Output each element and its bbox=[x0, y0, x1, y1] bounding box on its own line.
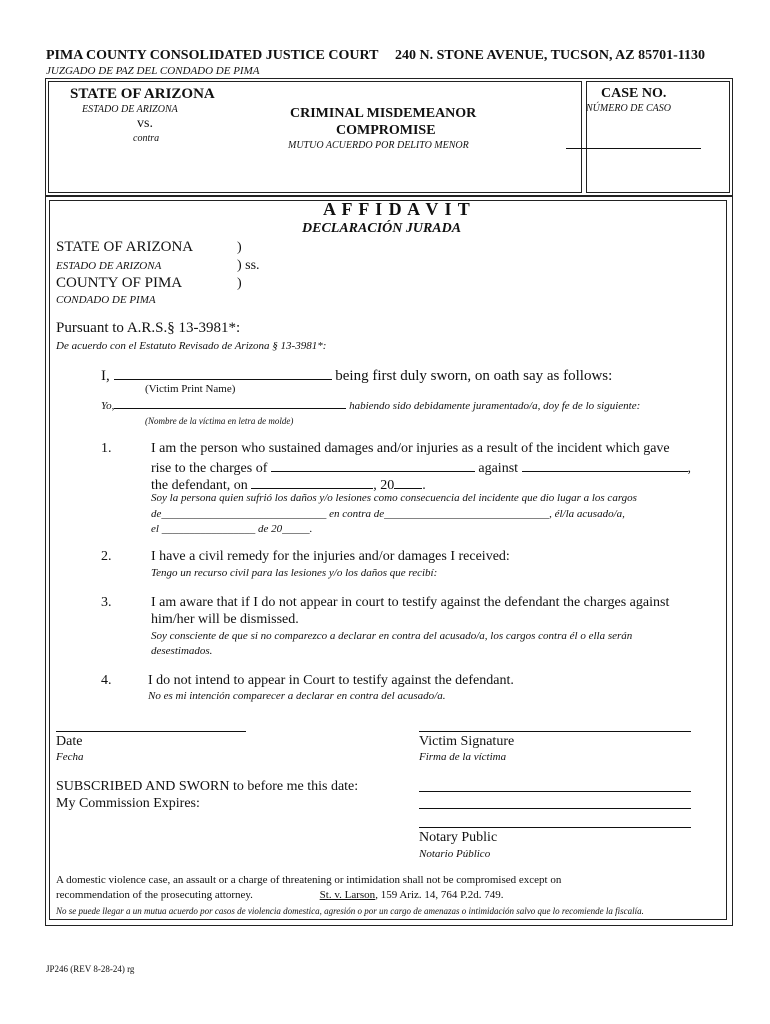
item-1-es-line2: de______________________________ en contra de______________________________, él/la acusado/a, bbox=[151, 508, 625, 520]
sworn-date-line[interactable] bbox=[419, 791, 691, 792]
form-title-line2: COMPROMISE bbox=[336, 123, 436, 138]
item-4-es-line1: No es mi intención comparecer a declarar en contra del acusado/a. bbox=[148, 690, 446, 702]
caption-state: STATE OF ARIZONA bbox=[70, 86, 215, 102]
defendant-field[interactable] bbox=[522, 458, 688, 472]
court-address: 240 N. STONE AVENUE, TUCSON, AZ 85701-1130 bbox=[395, 48, 706, 63]
form-title-es: MUTUO ACUERDO POR DELITO MENOR bbox=[288, 140, 469, 151]
venue-paren-1: ) bbox=[237, 240, 242, 255]
venue-county-es: CONDADO DE PIMA bbox=[56, 294, 156, 306]
date-label: Date bbox=[56, 734, 83, 749]
item-1-charges-label: rise to the charges of bbox=[151, 461, 268, 476]
victim-signature-line[interactable] bbox=[419, 731, 691, 732]
subscribed-sworn-label: SUBSCRIBED AND SWORN to before me this date: bbox=[56, 779, 359, 794]
item-2-number: 2. bbox=[101, 549, 112, 564]
oath-rest: being first duly sworn, on oath say as follows: bbox=[335, 368, 613, 384]
item-2-line1: I have a civil remedy for the injuries and/or damages I received: bbox=[151, 549, 510, 564]
oath-line-es bbox=[101, 398, 640, 412]
notary-signature-line[interactable] bbox=[419, 827, 691, 828]
victim-print-caption-es: (Nombre de la víctima en letra de molde) bbox=[145, 416, 294, 426]
footnote-line1: A domestic violence case, an assault or a charge of threatening or intimidation shall not be compromised except on bbox=[56, 874, 562, 886]
venue-paren-ss: ) ss. bbox=[237, 258, 260, 273]
victim-signature-label: Victim Signature bbox=[419, 734, 515, 749]
oath-es-yo: Yo, bbox=[101, 400, 115, 412]
incident-year-field[interactable] bbox=[394, 475, 422, 489]
item-1-period: . bbox=[422, 478, 426, 493]
date-label-es: Fecha bbox=[56, 751, 84, 763]
caption-vs: vs. bbox=[137, 116, 153, 131]
venue-paren-3: ) bbox=[237, 276, 242, 291]
commission-expires-label: My Commission Expires: bbox=[56, 796, 200, 811]
commission-expires-line[interactable] bbox=[419, 808, 691, 809]
victim-print-caption: (Victim Print Name) bbox=[145, 383, 236, 395]
item-1-against-label: against bbox=[478, 461, 519, 476]
notary-label: Notary Public bbox=[419, 830, 498, 845]
case-no-label-es: NÚMERO DE CASO bbox=[586, 103, 671, 114]
item-3-es-line1: Soy consciente de que si no comparezco a declarar en contra del acusado/a, los cargos contra él o ella serán bbox=[151, 630, 633, 642]
footnote-line2 bbox=[56, 889, 504, 901]
footnote-line2-text: recommendation of the prosecuting attorney. bbox=[56, 889, 253, 901]
venue-county: COUNTY OF PIMA bbox=[56, 275, 183, 291]
case-number-field[interactable] bbox=[566, 148, 701, 149]
venue-state: STATE OF ARIZONA bbox=[56, 239, 194, 255]
item-3-line1: I am aware that if I do not appear in court to testify against the defendant the charges against bbox=[151, 595, 670, 610]
item-2-es-line1: Tengo un recurso civil para las lesiones y/o los daños que recibí: bbox=[151, 567, 438, 579]
item-1-number: 1. bbox=[101, 441, 112, 456]
item-3-number: 3. bbox=[101, 595, 112, 610]
citation-rest: , 159 Ariz. 14, 764 P.2d. 749. bbox=[375, 889, 504, 901]
item-1-es-line1: Soy la persona quien sufrió los daños y/o lesiones como consecuencia del incidente que dio lugar a los cargos bbox=[151, 492, 637, 504]
item-4-line1: I do not intend to appear in Court to testify against the defendant. bbox=[148, 673, 514, 688]
victim-name-field[interactable] bbox=[114, 366, 332, 380]
pursuant-statute: Pursuant to A.R.S.§ 13-3981*: bbox=[56, 320, 241, 336]
caption-vs-es: contra bbox=[133, 133, 160, 144]
item-1-comma: , bbox=[687, 461, 692, 476]
affidavit-title: A F F I D A V I T bbox=[323, 199, 471, 219]
item-4-number: 4. bbox=[101, 673, 112, 688]
item-1-es-line3: el _________________ de 20_____. bbox=[151, 523, 313, 535]
case-no-label: CASE NO. bbox=[601, 86, 667, 101]
form-title-line1: CRIMINAL MISDEMEANOR bbox=[290, 106, 477, 121]
oath-es-rest: habiendo sido debidamente juramentado/a, doy fe de lo siguiente: bbox=[349, 400, 641, 412]
victim-name-field-es[interactable] bbox=[114, 398, 346, 409]
oath-i: I, bbox=[101, 368, 110, 384]
pursuant-statute-es: De acuerdo con el Estatuto Revisado de Arizona § 13-3981*: bbox=[56, 340, 327, 352]
item-1-date-label: the defendant, on bbox=[151, 478, 248, 493]
incident-date-field[interactable] bbox=[251, 475, 373, 489]
notary-label-es: Notario Público bbox=[419, 848, 491, 860]
footnote-es: No se puede llegar a un mutua acuerdo por casos de violencia domestica, agresión o por un cargo de amenazas o intimidación salvo que lo recomiende la fiscalía. bbox=[56, 906, 644, 916]
caption-state-es: ESTADO DE ARIZONA bbox=[82, 104, 178, 115]
item-3-es-line2: desestimados. bbox=[151, 645, 213, 657]
item-1-year-label: , 20 bbox=[373, 478, 395, 493]
court-name: PIMA COUNTY CONSOLIDATED JUSTICE COURT bbox=[46, 48, 379, 63]
citation-case: St. v. Larson bbox=[319, 889, 376, 901]
affidavit-title-es: DECLARACIÓN JURADA bbox=[302, 221, 462, 236]
victim-signature-label-es: Firma de la víctima bbox=[419, 751, 507, 763]
item-3-line2: him/her will be dismissed. bbox=[151, 612, 299, 627]
date-signature-line[interactable] bbox=[56, 731, 246, 732]
charges-field[interactable] bbox=[271, 458, 475, 472]
venue-state-es: ESTADO DE ARIZONA bbox=[56, 260, 162, 272]
item-1-line1: I am the person who sustained damages and/or injuries as a result of the incident which gave bbox=[151, 441, 670, 456]
court-name-es: JUZGADO DE PAZ DEL CONDADO DE PIMA bbox=[46, 65, 260, 77]
form-id: JP246 (REV 8-28-24) rg bbox=[46, 964, 135, 974]
